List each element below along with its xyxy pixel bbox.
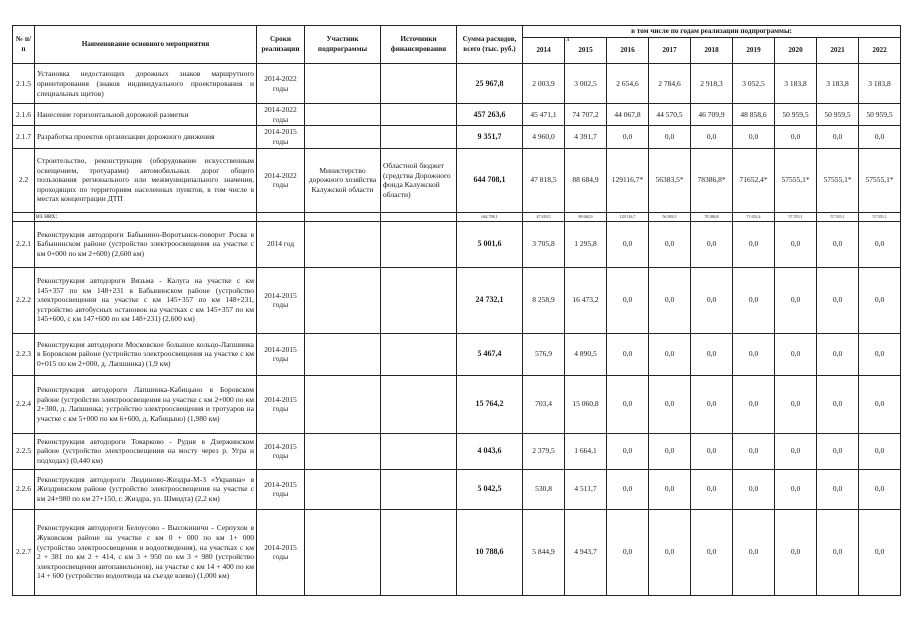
row-year-value: 0,0 bbox=[817, 509, 859, 595]
of-them-row bbox=[13, 212, 901, 221]
table-row bbox=[13, 509, 901, 595]
row-name: Реконструкция автодороги Белоусово - Высокиничи - Серпухов в Жуковском районе на участке с км 0 + 000 по км 1+ 000 (устройство электроосвещения и водоотведения), на участках с км 2 + 381 по км 2 + 414, с км 3 + 950 по км 3 + 980 (устройство электроосвещения автопавильонов), на участке с км 14 + 400 по км 14 + 600 (устройство водоотвода на съезде влево) (1,000 км) bbox=[35, 509, 257, 595]
row-participant bbox=[305, 509, 381, 595]
row-year-value: 4 943,7 bbox=[565, 509, 607, 595]
header-year: 2016 bbox=[607, 38, 649, 64]
of-them-spacer bbox=[305, 212, 381, 221]
row-year-value: 0,0 bbox=[607, 333, 649, 375]
row-year-value: 4 890,5 bbox=[565, 333, 607, 375]
row-year-value: 8 258,9 bbox=[523, 267, 565, 333]
row-year-value: 0,0 bbox=[607, 509, 649, 595]
row-name: Реконструкция автодороги Бабынино-Воротынск-поворот Росва в Бабынинском районе (устройство электроосвещения на участке с км 0+000 по км 2+600) (2,600 км) bbox=[35, 221, 257, 267]
row-year-value: 576,9 bbox=[523, 333, 565, 375]
header-name: Наименование основного мероприятия bbox=[35, 26, 257, 64]
row-year-value: 530,8 bbox=[523, 469, 565, 509]
row-year-value: 0,0 bbox=[691, 375, 733, 433]
row-name: Реконструкция автодороги Людиново-Жиздра-М-3 «Украина» в Жиздринском районе (устройство электроосвещения на участке с км 24+980 по км 27+150, г. Жиздра, ул. Шмидта) (2,2 км) bbox=[35, 469, 257, 509]
row-year-value: 0,0 bbox=[649, 333, 691, 375]
row-number: 2.2.5 bbox=[13, 433, 35, 469]
row-year-value: 0,0 bbox=[649, 509, 691, 595]
row-year-value: 0,0 bbox=[649, 433, 691, 469]
row-number: 2.1.6 bbox=[13, 104, 35, 126]
row-name: Строительство, реконструкция (оборудование искусственным освещением, тротуарами) автомобильных дорог общего пользования регионального или межмуниципального значения, проходящих по территориям населенных пунктов, в том числе в местах концентрации ДТП bbox=[35, 148, 257, 212]
row-year-value: 0,0 bbox=[733, 221, 775, 267]
table-row bbox=[13, 221, 901, 267]
row-year-value: 47 818,5 bbox=[523, 148, 565, 212]
row-year-value: 0,0 bbox=[775, 469, 817, 509]
row-year-value: 0,0 bbox=[775, 126, 817, 148]
row-year-value: 0,0 bbox=[817, 221, 859, 267]
row-total: 5 001,6 bbox=[457, 221, 523, 267]
row-participant: Министерство дорожного хозяйства Калужской области bbox=[305, 148, 381, 212]
row-total: 5 467,4 bbox=[457, 333, 523, 375]
row-year-value: 1 295,8 bbox=[565, 221, 607, 267]
header-total: Сумма расходов, всего (тыс. руб.) bbox=[457, 26, 523, 64]
header-year: 2021 bbox=[817, 38, 859, 64]
row-year-value: 0,0 bbox=[691, 509, 733, 595]
row-name: Разработка проектов организации дорожного движения bbox=[35, 126, 257, 148]
row-year-value: 0,0 bbox=[607, 469, 649, 509]
header-participant: Участник подпрограммы bbox=[305, 26, 381, 64]
of-them-spacer bbox=[13, 212, 35, 221]
row-total: 24 732,1 bbox=[457, 267, 523, 333]
row-year-value: 1 664,1 bbox=[565, 433, 607, 469]
row-year-value: 0,0 bbox=[775, 375, 817, 433]
row-year-value: 0,0 bbox=[775, 509, 817, 595]
row-name: Реконструкция автодороги Лапшинка-Кабицыно в Боровском районе (устройство электроосвещения на участке с км 2+000 по км 2+380, д. Лапшинка; устройство электроосвещения и тротуаров на участке с км 5+000 по км 6+600, д. Кабицыно) (1,980 км) bbox=[35, 375, 257, 433]
row-year-value: 0,0 bbox=[649, 469, 691, 509]
header-year: 2015 bbox=[565, 38, 607, 64]
row-year-value: 0,0 bbox=[733, 433, 775, 469]
row-year-value: 50 959,5 bbox=[817, 104, 859, 126]
row-year-value: 0,0 bbox=[733, 375, 775, 433]
row-terms: 2014-2015 годы bbox=[257, 469, 305, 509]
row-number: 2.2.3 bbox=[13, 333, 35, 375]
row-sources bbox=[381, 509, 457, 595]
header-year: 2019 bbox=[733, 38, 775, 64]
of-them-year-value: 57 555,1 bbox=[817, 212, 859, 221]
row-year-value: 0,0 bbox=[691, 267, 733, 333]
row-year-value: 0,0 bbox=[649, 267, 691, 333]
row-year-value: 2 784,6 bbox=[649, 64, 691, 104]
table-row bbox=[13, 104, 901, 126]
row-sources bbox=[381, 267, 457, 333]
row-year-value: 0,0 bbox=[859, 333, 901, 375]
row-participant bbox=[305, 126, 381, 148]
row-year-value: 88 684,9 bbox=[565, 148, 607, 212]
row-terms: 2014-2022 годы bbox=[257, 104, 305, 126]
row-number: 2.2.7 bbox=[13, 509, 35, 595]
row-year-value: 0,0 bbox=[859, 375, 901, 433]
row-year-value: 0,0 bbox=[607, 221, 649, 267]
row-year-value: 2 918,3 bbox=[691, 64, 733, 104]
row-year-value: 2 654,6 bbox=[607, 64, 649, 104]
row-sources bbox=[381, 126, 457, 148]
of-them-total: 644 708,1 bbox=[457, 212, 523, 221]
row-year-value: 4 511,7 bbox=[565, 469, 607, 509]
row-name: Реконструкция автодороги Товарково - Рудня в Дзержинском районе (устройство электроосвещения на мосту через р. Угра и подходах) (0,440 км) bbox=[35, 433, 257, 469]
row-terms: 2014-2015 годы bbox=[257, 375, 305, 433]
row-year-value: 0,0 bbox=[691, 221, 733, 267]
header-no: № п/п bbox=[13, 26, 35, 64]
row-year-value: 0,0 bbox=[775, 221, 817, 267]
row-year-value: 71652,4* bbox=[733, 148, 775, 212]
row-number: 2.2.6 bbox=[13, 469, 35, 509]
header-year: 2014 bbox=[523, 38, 565, 64]
row-year-value: 56383,5* bbox=[649, 148, 691, 212]
row-year-value: 50 959,5 bbox=[775, 104, 817, 126]
row-year-value: 0,0 bbox=[649, 221, 691, 267]
of-them-year-value: 47 818,5 bbox=[523, 212, 565, 221]
row-year-value: 46 709,9 bbox=[691, 104, 733, 126]
row-participant bbox=[305, 375, 381, 433]
row-year-value: 0,0 bbox=[859, 267, 901, 333]
row-sources bbox=[381, 221, 457, 267]
row-year-value: 3 705,8 bbox=[523, 221, 565, 267]
row-sources: Областной бюджет (средства Дорожного фонда Калужской области) bbox=[381, 148, 457, 212]
row-participant bbox=[305, 469, 381, 509]
row-year-value: 3 183,8 bbox=[817, 64, 859, 104]
row-year-value: 48 858,6 bbox=[733, 104, 775, 126]
row-sources bbox=[381, 104, 457, 126]
row-total: 644 708,1 bbox=[457, 148, 523, 212]
row-year-value: 0,0 bbox=[817, 375, 859, 433]
row-year-value: 0,0 bbox=[733, 267, 775, 333]
table-row bbox=[13, 433, 901, 469]
row-total: 5 042,5 bbox=[457, 469, 523, 509]
row-year-value: 57555,1* bbox=[859, 148, 901, 212]
row-year-value: 0,0 bbox=[607, 433, 649, 469]
row-name: Реконструкция автодороги Московское большое кольцо-Лапшинка в Боровском районе (устройство электроосвещения на участке с км 0+015 по км 2+000, д. Лапшинка) (1,9 км) bbox=[35, 333, 257, 375]
row-number: 2.2 bbox=[13, 148, 35, 212]
row-number: 2.1.5 bbox=[13, 64, 35, 104]
table-row bbox=[13, 267, 901, 333]
row-name: Установка недостающих дорожных знаков маршрутного ориентирования (знаков индивидуального проектирования и специальных щитов) bbox=[35, 64, 257, 104]
row-year-value: 3 183,8 bbox=[859, 64, 901, 104]
row-year-value: 0,0 bbox=[859, 433, 901, 469]
header-year: 2018 bbox=[691, 38, 733, 64]
row-year-value: 4 391,7 bbox=[565, 126, 607, 148]
row-year-value: 2 379,5 bbox=[523, 433, 565, 469]
row-total: 457 263,6 bbox=[457, 104, 523, 126]
row-year-value: 0,0 bbox=[607, 267, 649, 333]
row-terms: 2014-2015 годы bbox=[257, 126, 305, 148]
of-them-year-value: 88 684,9 bbox=[565, 212, 607, 221]
row-sources bbox=[381, 433, 457, 469]
header-terms: Сроки реализации bbox=[257, 26, 305, 64]
row-year-value: 0,0 bbox=[733, 509, 775, 595]
row-terms: 2014-2022 годы bbox=[257, 64, 305, 104]
row-year-value: 50 959,5 bbox=[859, 104, 901, 126]
row-sources bbox=[381, 64, 457, 104]
row-year-value: 44 570,5 bbox=[649, 104, 691, 126]
header-year: 2022 bbox=[859, 38, 901, 64]
of-them-spacer bbox=[381, 212, 457, 221]
row-name: Реконструкция автодороги Вязьма - Калуга на участке с км 145+357 по км 148+231 в Бабынинском районе (устройство электроосвещения на участке с км 145+357 по км 148+231, устройство автобусных остановок на участках с км 145+357 по км 145+600, с км 147+600 по км 148+231) (2,600 км) bbox=[35, 267, 257, 333]
row-year-value: 129116,7* bbox=[607, 148, 649, 212]
row-year-value: 74 707,2 bbox=[565, 104, 607, 126]
row-year-value: 0,0 bbox=[859, 509, 901, 595]
header-sources: Источники финансирования bbox=[381, 26, 457, 64]
of-them-year-value: 129 116,7 bbox=[607, 212, 649, 221]
row-year-value: 0,0 bbox=[691, 333, 733, 375]
of-them-year-value: 57 555,1 bbox=[775, 212, 817, 221]
row-year-value: 0,0 bbox=[859, 221, 901, 267]
row-year-value: 2 003,9 bbox=[523, 64, 565, 104]
table-row bbox=[13, 64, 901, 104]
row-year-value: 0,0 bbox=[859, 469, 901, 509]
of-them-year-value: 56 383,5 bbox=[649, 212, 691, 221]
of-them-year-value: 78 386,8 bbox=[691, 212, 733, 221]
row-total: 9 351,7 bbox=[457, 126, 523, 148]
row-year-value: 0,0 bbox=[775, 333, 817, 375]
row-year-value: 0,0 bbox=[859, 126, 901, 148]
row-terms: 2014-2015 годы bbox=[257, 433, 305, 469]
row-year-value: 0,0 bbox=[691, 469, 733, 509]
row-terms: 2014-2015 годы bbox=[257, 333, 305, 375]
row-participant bbox=[305, 267, 381, 333]
column-mark: л bbox=[566, 35, 570, 43]
row-number: 2.2.2 bbox=[13, 267, 35, 333]
row-year-value: 0,0 bbox=[775, 433, 817, 469]
row-year-value: 78386,8* bbox=[691, 148, 733, 212]
row-year-value: 0,0 bbox=[733, 126, 775, 148]
row-participant bbox=[305, 64, 381, 104]
row-participant bbox=[305, 221, 381, 267]
row-year-value: 0,0 bbox=[733, 469, 775, 509]
row-sources bbox=[381, 469, 457, 509]
header-by-years: в том числе по годам реализации подпрограммы: bbox=[523, 26, 901, 38]
row-total: 4 043,6 bbox=[457, 433, 523, 469]
row-terms: 2014-2015 годы bbox=[257, 509, 305, 595]
row-year-value: 44 067,8 bbox=[607, 104, 649, 126]
row-year-value: 3 183,8 bbox=[775, 64, 817, 104]
row-number: 2.1.7 bbox=[13, 126, 35, 148]
row-year-value: 45 471,1 bbox=[523, 104, 565, 126]
row-participant bbox=[305, 333, 381, 375]
header-year: 2017 bbox=[649, 38, 691, 64]
of-them-spacer bbox=[257, 212, 305, 221]
row-name: Нанесение горизонтальной дорожной разметки bbox=[35, 104, 257, 126]
row-year-value: 5 844,9 bbox=[523, 509, 565, 595]
row-year-value: 0,0 bbox=[817, 267, 859, 333]
row-year-value: 0,0 bbox=[607, 126, 649, 148]
row-year-value: 15 060,8 bbox=[565, 375, 607, 433]
row-year-value: 703,4 bbox=[523, 375, 565, 433]
row-year-value: 0,0 bbox=[691, 433, 733, 469]
row-year-value: 0,0 bbox=[607, 375, 649, 433]
row-year-value: 0,0 bbox=[817, 433, 859, 469]
row-year-value: 0,0 bbox=[691, 126, 733, 148]
row-terms: 2014-2015 годы bbox=[257, 267, 305, 333]
row-year-value: 0,0 bbox=[817, 333, 859, 375]
row-year-value: 0,0 bbox=[649, 375, 691, 433]
table-row bbox=[13, 126, 901, 148]
row-year-value: 0,0 bbox=[817, 469, 859, 509]
row-year-value: 0,0 bbox=[817, 126, 859, 148]
row-year-value: 57555,1* bbox=[817, 148, 859, 212]
row-year-value: 4 960,0 bbox=[523, 126, 565, 148]
row-terms: 2014 год bbox=[257, 221, 305, 267]
row-year-value: 0,0 bbox=[775, 267, 817, 333]
row-year-value: 0,0 bbox=[733, 333, 775, 375]
table-row bbox=[13, 333, 901, 375]
row-number: 2.2.4 bbox=[13, 375, 35, 433]
of-them-year-value: 71 652,4 bbox=[733, 212, 775, 221]
row-year-value: 16 473,2 bbox=[565, 267, 607, 333]
header-year: 2020 bbox=[775, 38, 817, 64]
row-total: 10 788,6 bbox=[457, 509, 523, 595]
row-participant bbox=[305, 433, 381, 469]
row-year-value: 57555,1* bbox=[775, 148, 817, 212]
table-row bbox=[13, 148, 901, 212]
row-year-value: 3 052,5 bbox=[733, 64, 775, 104]
financing-table bbox=[12, 25, 901, 596]
row-terms: 2014-2022 годы bbox=[257, 148, 305, 212]
table-row bbox=[13, 469, 901, 509]
row-total: 15 764,2 bbox=[457, 375, 523, 433]
row-sources bbox=[381, 375, 457, 433]
row-year-value: 0,0 bbox=[649, 126, 691, 148]
row-participant bbox=[305, 104, 381, 126]
row-total: 25 967,8 bbox=[457, 64, 523, 104]
row-sources bbox=[381, 333, 457, 375]
row-year-value: 3 002,5 bbox=[565, 64, 607, 104]
row-number: 2.2.1 bbox=[13, 221, 35, 267]
of-them-label: из них: bbox=[35, 212, 257, 221]
table-row bbox=[13, 375, 901, 433]
of-them-year-value: 57 555,1 bbox=[859, 212, 901, 221]
